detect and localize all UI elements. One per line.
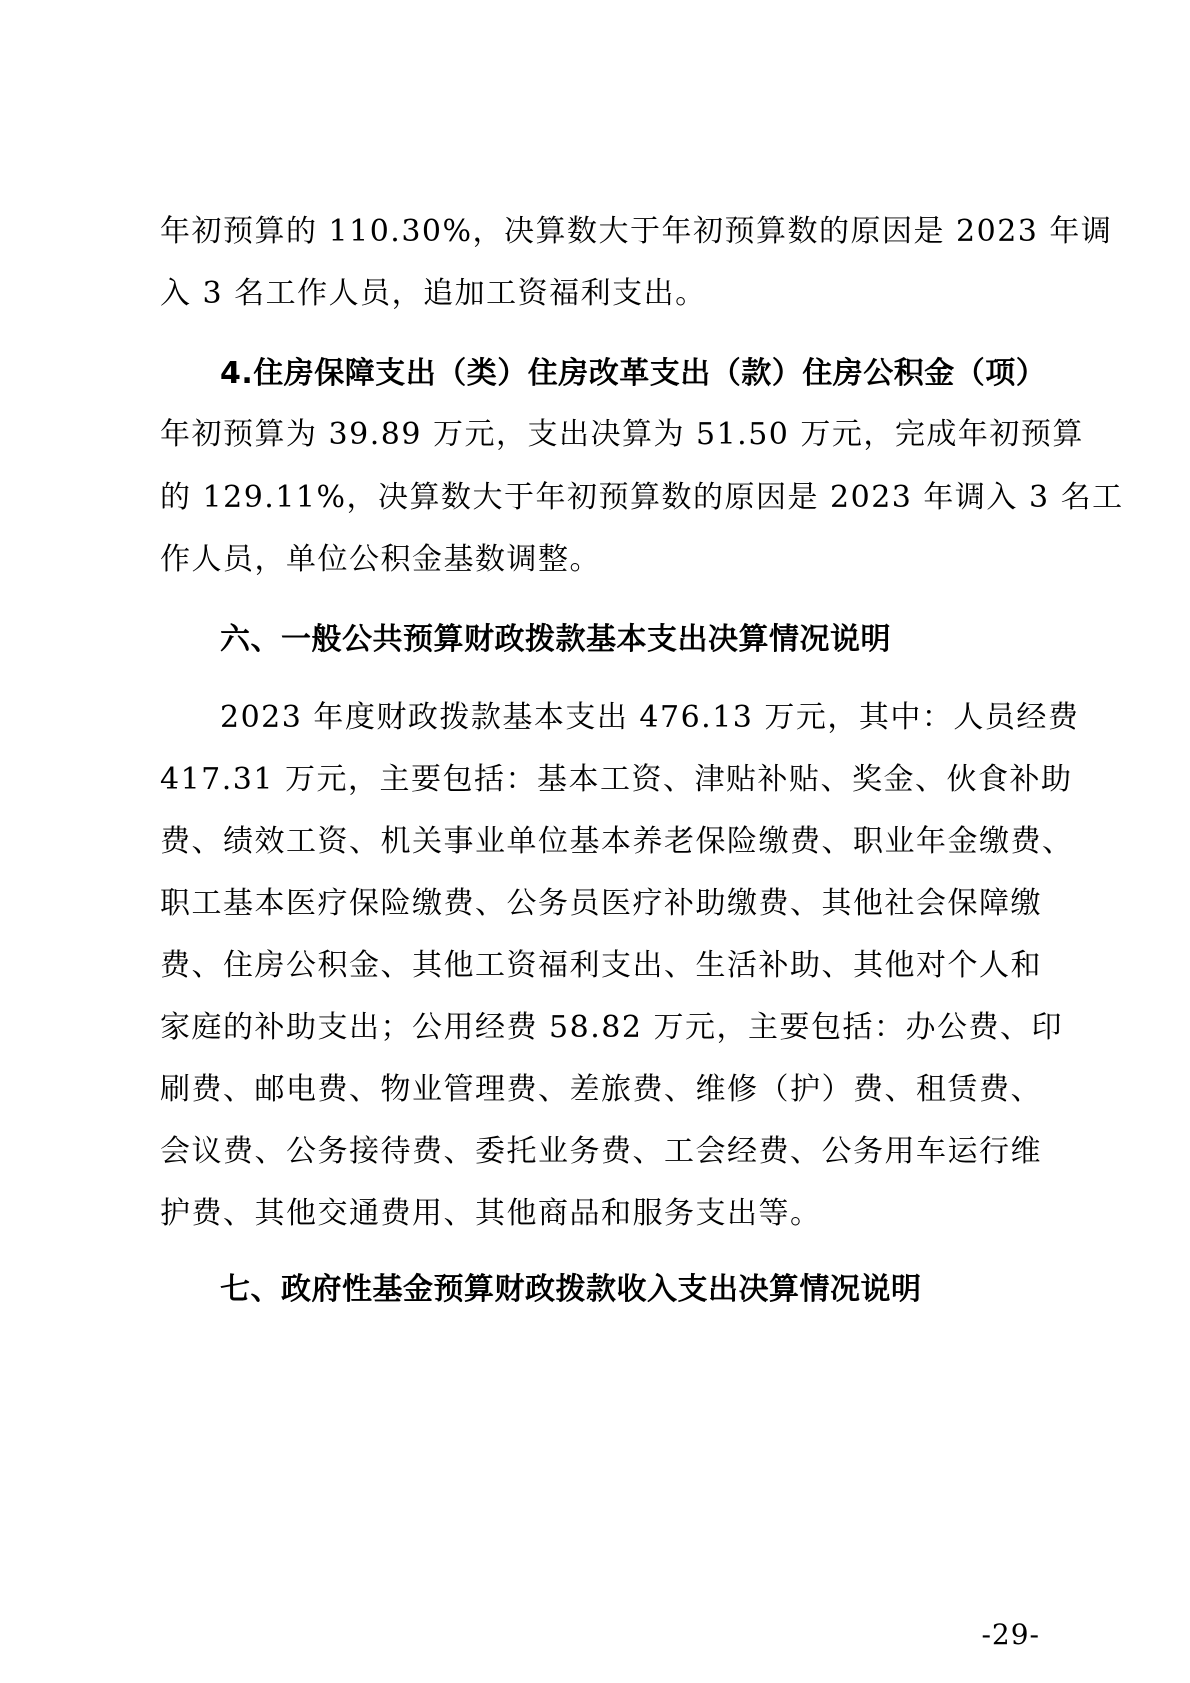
- section-7-heading: 七、政府性基金预算财政拨款收入支出决算情况说明: [220, 1272, 922, 1307]
- paragraph-line: 入 3 名工作人员，追加工资福利支出。: [160, 276, 707, 311]
- paragraph-line: 费、住房公积金、其他工资福利支出、生活补助、其他对个人和: [160, 948, 1042, 983]
- section-6-heading: 六、一般公共预算财政拨款基本支出决算情况说明: [220, 622, 891, 657]
- paragraph-line: 年初预算的 110.30%，决算数大于年初预算数的原因是 2023 年调: [160, 214, 1113, 249]
- paragraph-line: 会议费、公务接待费、委托业务费、工会经费、公务用车运行维: [160, 1134, 1042, 1169]
- paragraph-line: 2023 年度财政拨款基本支出 476.13 万元，其中：人员经费: [220, 700, 1080, 735]
- item-4-heading: 4.住房保障支出（类）住房改革支出（款）住房公积金（项）: [220, 356, 1047, 391]
- paragraph-line: 护费、其他交通费用、其他商品和服务支出等。: [160, 1196, 822, 1231]
- paragraph-line: 417.31 万元，主要包括：基本工资、津贴补贴、奖金、伙食补助: [160, 762, 1073, 797]
- paragraph-line: 的 129.11%，决算数大于年初预算数的原因是 2023 年调入 3 名工: [160, 480, 1124, 515]
- paragraph-line: 职工基本医疗保险缴费、公务员医疗补助缴费、其他社会保障缴: [160, 886, 1042, 921]
- paragraph-line: 作人员，单位公积金基数调整。: [160, 542, 601, 577]
- page-number: -29-: [981, 1618, 1040, 1651]
- paragraph-line: 刷费、邮电费、物业管理费、差旅费、维修（护）费、租赁费、: [160, 1072, 1042, 1107]
- paragraph-line: 年初预算为 39.89 万元，支出决算为 51.50 万元，完成年初预算: [160, 417, 1084, 452]
- paragraph-line: 费、绩效工资、机关事业单位基本养老保险缴费、职业年金缴费、: [160, 824, 1074, 859]
- paragraph-line: 家庭的补助支出；公用经费 58.82 万元，主要包括：办公费、印: [160, 1010, 1063, 1045]
